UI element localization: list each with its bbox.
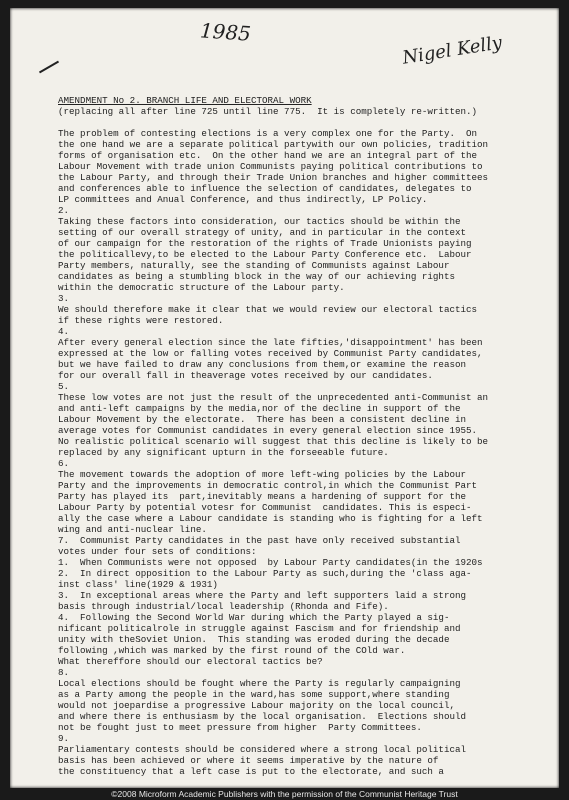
document-line: Labour Party by potential votesr for Communist candidates. This is especi- [58,502,472,513]
document-line: 4. [58,326,70,337]
document-line: average votes for Communist candidates in every general election since 1955. [58,425,478,436]
document-line: inst class' line(1929 & 1931) [58,579,218,590]
pen-mark [39,61,59,74]
document-line: Taking these factors into consideration, our tactics should be within the [58,216,461,227]
document-line: 9. [58,733,70,744]
document-line: Local elections should be fought where the Party is regularly campaigning [58,678,461,689]
document-line: nificant politicalrole in struggle against Fascism and for friendship and [58,623,461,634]
document-line: but we have failed to draw any conclusions from them,or examine the reason [58,359,466,370]
document-line: 2. In direct opposition to the Labour Party as such,during the 'class aga- [58,568,472,579]
document-line: 1. When Communists were not opposed by Labour Party candidates(in the 1920s [58,557,483,568]
document-line: ally the case where a Labour candidate is standing who is fighting for a left [58,513,483,524]
document-body [58,95,543,777]
document-line: of our campaign for the restoration of the rights of Trade Unionists paying [58,238,472,249]
document-line: LP committees and Anual Conference, and thus indirectly, LP Policy. [58,194,428,205]
document-line: expressed at the low or falling votes received by Communist Party candidates, [58,348,483,359]
document-line: basis through industrial/local leadership (Rhonda and Fife). [58,601,389,612]
document-line: would not joepardise a progressive Labour majority on the local council, [58,700,455,711]
document-line: Party members, naturally, see the standing of Communists against Labour [58,260,450,271]
handwritten-year: 1985 [199,18,252,46]
document-line: 2. [58,205,70,216]
document-line: following ,which was marked by the first round of the COld war. [58,645,406,656]
document-line: the politicallevy,to be elected to the Labour Party Conference etc. Labour [58,249,472,260]
document-line: Party and the improvements in democratic control,in which the Communist Part [58,480,478,491]
document-line: candidates as being a stumbling block in the way of our achieving rights [58,271,455,282]
document-line: 8. [58,667,70,678]
document-line: 7. Communist Party candidates in the past have only received substantial [58,535,461,546]
document-line: Party has played its part,inevitably means a hardening of support for the [58,491,466,502]
copyright-footer: ©2008 Microform Academic Publishers with the permission of the Communist Heritage Trust [111,789,458,799]
document-line: We should therefore make it clear that we would review our electoral tactics [58,304,478,315]
document-line: Parliamentary contests should be considered where a strong local political [58,744,466,755]
document-line: the one hand we are a separate political partywith our own policies, tradition [58,139,489,150]
document-line: forms of organisation etc. On the other hand we are an integral part of the [58,150,478,161]
document-line: and anti-left campaigns by the media,nor of the decline in support of the [58,403,461,414]
document-line: 5. [58,381,70,392]
document-line: These low votes are not just the result of the unprecedented anti-Communist an [58,392,489,403]
document-line: within the democratic structure of the Labour party. [58,282,345,293]
document-line: the constituency that a left case is put to the electorate, and such a [58,766,444,777]
amendment-heading: AMENDMENT No 2. BRANCH LIFE AND ELECTORAL WORK [58,95,312,106]
document-line: 3. In exceptional areas where the Party and left supporters laid a strong [58,590,466,601]
document-line: Labour Movement with trade union Communists paying political contributions to [58,161,483,172]
document-line: and conferences able to influence the selection of candidates, delegates to [58,183,472,194]
document-line: for our overall fall in theaverage votes received by our candidates. [58,370,433,381]
document-line: not be fought just to meet pressure from higher Party Committees. [58,722,422,733]
document-line: No realistic political scenario will suggest that this decline is likely to be [58,436,489,447]
document-lines [58,128,543,777]
document-line: setting of our overall strategy of unity, and in particular in the context [58,227,466,238]
document-line: After every general election since the late fifties,'disappointment' has been [58,337,483,348]
document-line: the Labour Party, and through their Trade Union branches and higher committees [58,172,489,183]
document-line: Labour Movement by the electorate. There has been a consistent decline in [58,414,466,425]
document-line: as a Party among the people in the ward,has some support,where standing [58,689,450,700]
document-line: replaced by any significant upturn in the forseeable future. [58,447,389,458]
amendment-subheading: (replacing all after line 725 until line 775. It is completely re-written.) [58,106,478,117]
document-line: votes under four sets of conditions: [58,546,257,557]
document-line: basis has been achieved or where it seems imperative by the nature of [58,755,439,766]
document-line: 6. [58,458,70,469]
document-line: unity with theSoviet Union. This standing was eroded during the decade [58,634,450,645]
handwritten-signature: Nigel Kelly [400,32,504,69]
document-line: wing and anti-nuclear line. [58,524,207,535]
document-line: The movement towards the adoption of more left-wing policies by the Labour [58,469,466,480]
document-line: if these rights were restored. [58,315,224,326]
document-line: 4. Following the Second World War during which the Party played a sig- [58,612,450,623]
document-line: What thereffore should our electoral tactics be? [58,656,323,667]
document-line: The problem of contesting elections is a very complex one for the Party. On [58,128,478,139]
document-line: 3. [58,293,70,304]
document-line: and where there is enthusiasm by the local organisation. Elections should [58,711,466,722]
